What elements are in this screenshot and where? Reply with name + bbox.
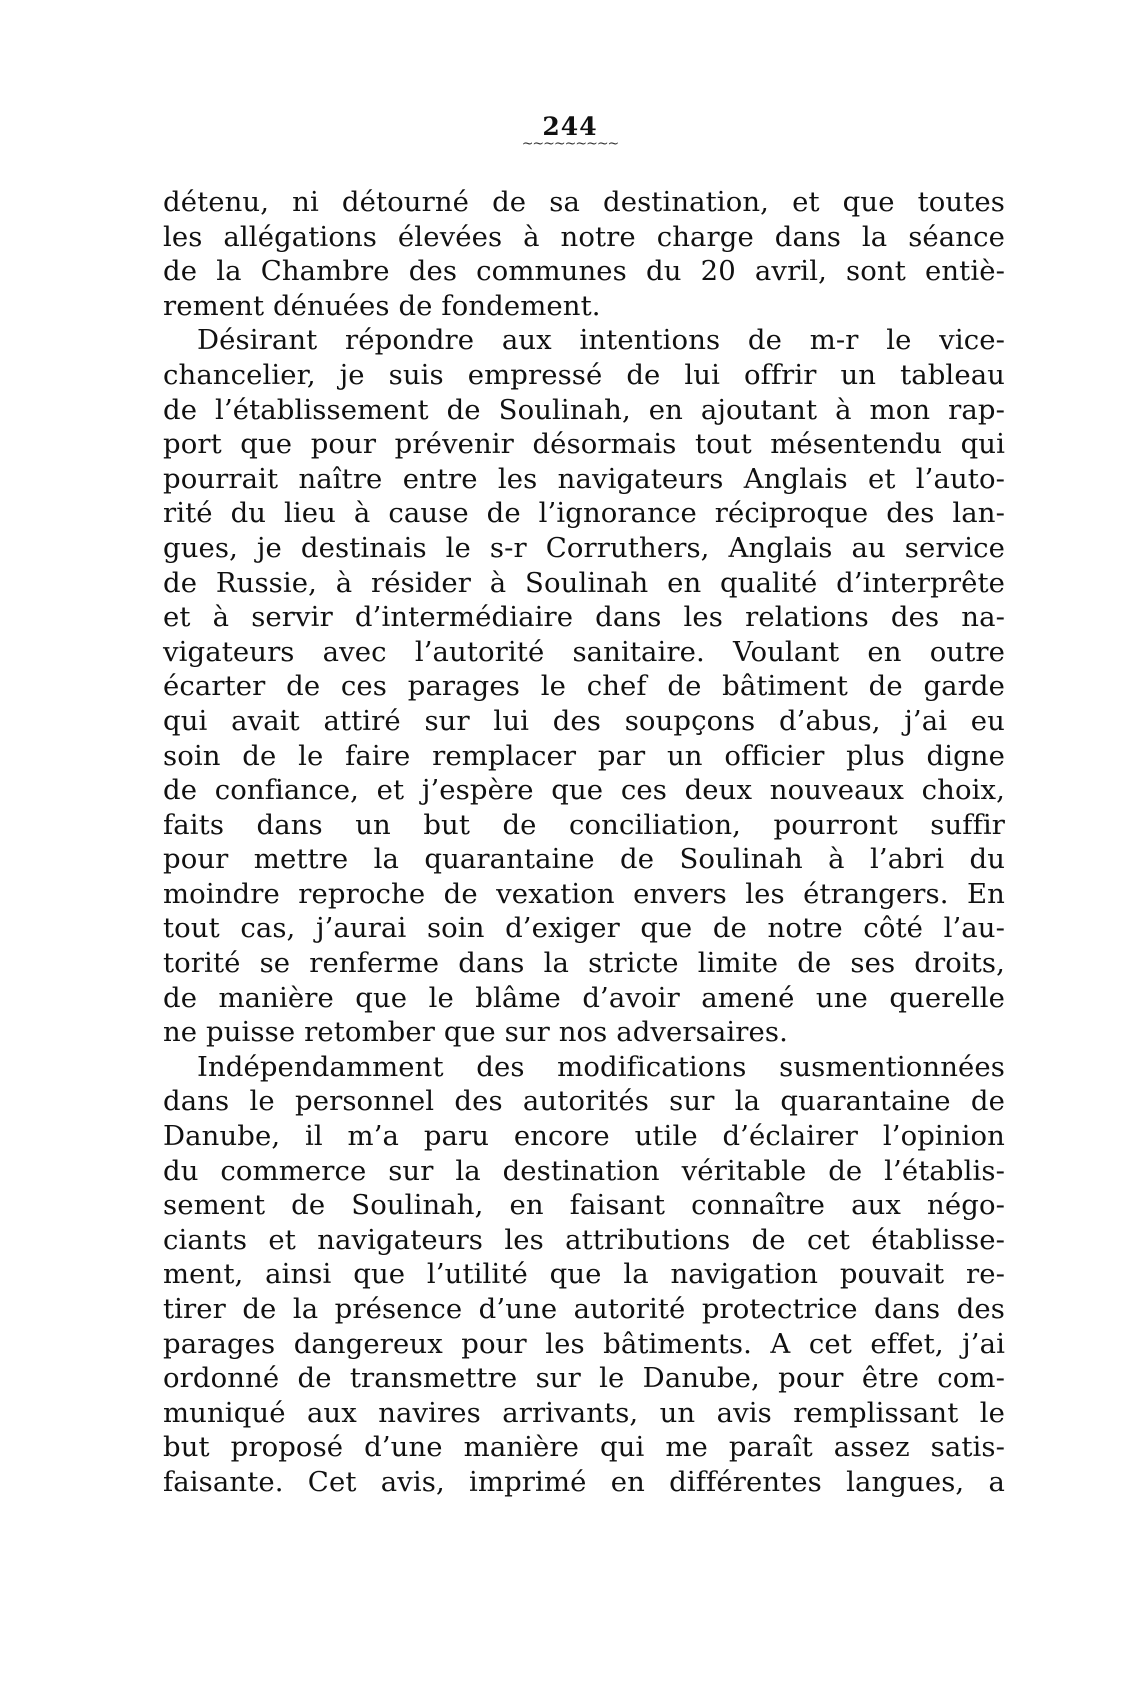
paragraph [163, 323, 1005, 1049]
text-line: tout cas, j’aurai soin d’exiger que de notre côté l’au- [163, 912, 1005, 945]
text-line: muniqué aux navires arrivants, un avis remplissant le [163, 1396, 1005, 1429]
text-line: but proposé d’une manière qui me paraît assez satis- [163, 1431, 1005, 1464]
page-number: 244 [542, 112, 598, 141]
text-line: de Russie, à résider à Soulinah en qualité d’interprête [163, 566, 1005, 599]
text-line: vigateurs avec l’autorité sanitaire. Voulant en outre [163, 635, 1005, 668]
text-line: soin de le faire remplacer par un officier plus digne [163, 739, 1005, 772]
text-line: pourrait naître entre les navigateurs Anglais et l’auto- [163, 462, 1005, 495]
text-line: de l’établissement de Soulinah, en ajoutant à mon rap- [163, 393, 1005, 426]
text-line: rement dénuées de fondement. [163, 289, 601, 322]
text-line: les allégations élevées à notre charge dans la séance [163, 220, 1005, 253]
text-line: Indépendamment des modifications susmentionnées [197, 1050, 1005, 1083]
text-line: ciants et navigateurs les attributions de cet établisse- [163, 1223, 1005, 1256]
text-line: torité se renferme dans la stricte limite de ses droits, [163, 947, 1005, 980]
text-line: détenu, ni détourné de sa destination, et que toutes [163, 186, 1005, 218]
text-line: Désirant répondre aux intentions de m-r le vice- [197, 324, 1005, 357]
text-line: faisante. Cet avis, imprimé en différentes langues, a [163, 1465, 1005, 1498]
text-line: pour mettre la quarantaine de Soulinah à l’abri du [163, 843, 1005, 876]
paragraph [163, 1050, 1005, 1500]
text-line: gues, je destinais le s-r Corruthers, Anglais au service [163, 531, 1005, 564]
text-line: Danube, il m’a paru encore utile d’éclairer l’opinion [163, 1120, 1005, 1153]
text-line: qui avait attiré sur lui des soupçons d’abus, j’ai eu [163, 704, 1005, 737]
text-line: ne puisse retomber que sur nos adversaires. [163, 1016, 788, 1049]
text-line: rité du lieu à cause de l’ignorance réciproque des lan- [163, 497, 1005, 530]
body-text [163, 185, 1005, 1500]
text-line: de la Chambre des communes du 20 avril, sont entiè- [163, 255, 1005, 288]
page-number-ornament: ~~~~~~~~~ [521, 136, 619, 152]
text-line: moindre reproche de vexation envers les étrangers. En [163, 877, 1005, 910]
text-line: et à servir d’intermédiaire dans les relations des na- [163, 601, 1005, 634]
text-line: ordonné de transmettre sur le Danube, pour être com- [163, 1362, 1005, 1395]
text-line: parages dangereux pour les bâtiments. A cet effet, j’ai [163, 1327, 1005, 1360]
text-line: tirer de la présence d’une autorité protectrice dans des [163, 1293, 1005, 1325]
text-line: port que pour prévenir désormais tout mésentendu qui [163, 428, 1005, 461]
text-line: dans le personnel des autorités sur la quarantaine de [163, 1085, 1005, 1118]
text-line: faits dans un but de conciliation, pourront suffir [163, 808, 1005, 841]
text-line: de confiance, et j’espère que ces deux nouveaux choix, [163, 774, 1005, 807]
text-line: ment, ainsi que l’utilité que la navigation pouvait re- [163, 1258, 1005, 1291]
text-line: écarter de ces parages le chef de bâtiment de garde [163, 670, 1005, 703]
text-line: de manière que le blâme d’avoir amené une querelle [163, 981, 1005, 1014]
text-line: sement de Soulinah, en faisant connaître aux négo- [163, 1189, 1005, 1222]
paragraph [163, 185, 1005, 323]
text-line: chancelier, je suis empressé de lui offrir un tableau [163, 358, 1005, 391]
text-line: du commerce sur la destination véritable de l’établis- [163, 1154, 1005, 1187]
